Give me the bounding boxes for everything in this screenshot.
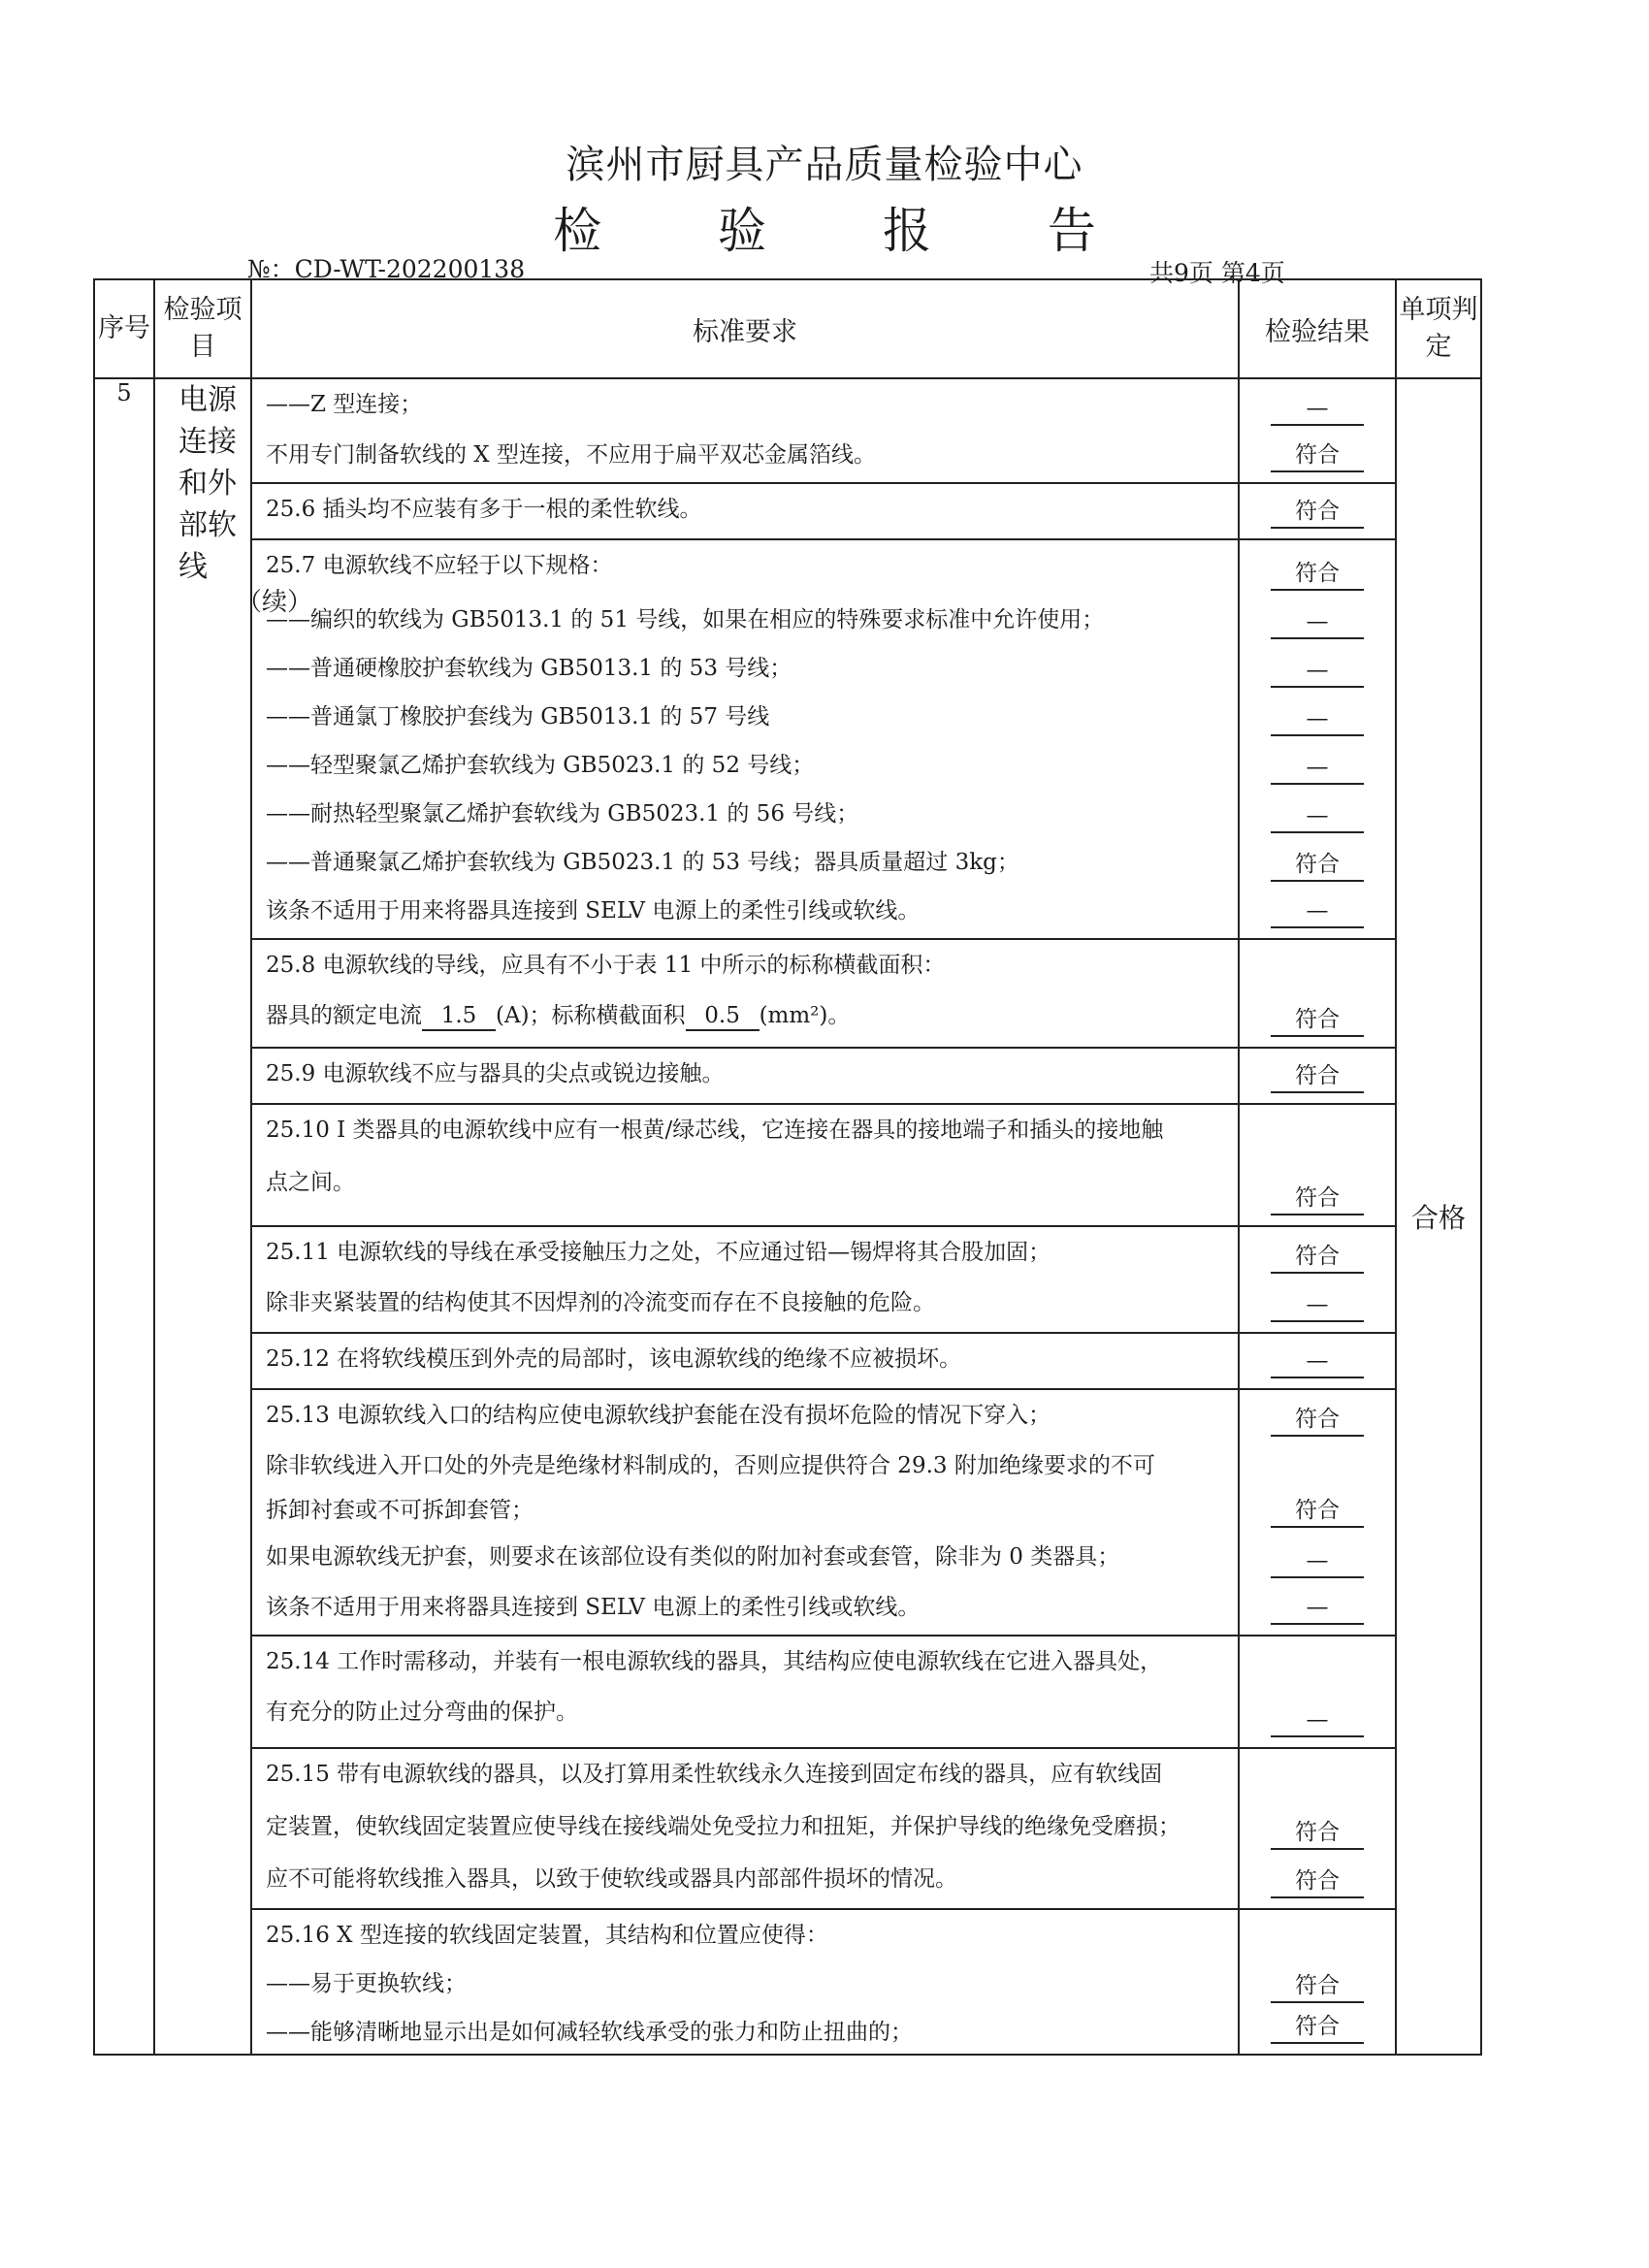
standard-line: ——编织的软线为 GB5013.1 的 51 号线，如果在相应的特殊要求标准中允许使用； <box>266 607 1105 632</box>
result-mark: — <box>1271 1547 1364 1578</box>
standard-line: 25.13 电源软线入口的结构应使电源软线护套能在没有损坏危险的情况下穿入； <box>266 1403 1051 1428</box>
result-slot <box>1240 484 1395 533</box>
standard-line: 25.8 电源软线的导线，应具有不小于表 11 中所示的标称横截面积： <box>266 953 946 978</box>
formula-text: (A)；标称横截面积 <box>496 1003 686 1028</box>
item-char: 软 <box>208 508 237 542</box>
standard-line: 如果电源软线无护套，则要求在该部位设有类似的附加衬套或套管，除非为 0 类器具； <box>266 1544 1120 1570</box>
standard-cell <box>251 539 1239 939</box>
result-mark: — <box>1271 1706 1364 1737</box>
standard-line: 25.11 电源软线的导线在承受接触压力之处，不应通过铅—锡焊将其合股加固； <box>266 1240 1051 1265</box>
result-mark: — <box>1271 608 1364 639</box>
result-slot <box>1240 740 1395 789</box>
item-char: 接 <box>208 425 237 459</box>
table-row <box>94 1389 1481 1636</box>
header-item: 检验项目 <box>154 279 251 378</box>
result-mark: — <box>1271 657 1364 688</box>
result-mark: — <box>1271 1594 1364 1625</box>
result-slot <box>1240 595 1395 643</box>
table-row <box>94 1909 1481 2055</box>
result-mark: 符合 <box>1271 1062 1364 1093</box>
result-mark: — <box>1271 1291 1364 1322</box>
result-slot <box>1240 1582 1395 1629</box>
standard-line: ——易于更换软线； <box>266 1971 467 1996</box>
item-char: 和 <box>178 467 208 501</box>
header-seq: 序号 <box>94 279 154 378</box>
page-info: 共9页 第4页 <box>1149 259 1285 287</box>
result-slot <box>1240 1049 1395 1097</box>
standard-cell <box>251 939 1239 1048</box>
result-slot <box>1240 1801 1395 1854</box>
standard-line: ——普通聚氯乙烯护套软线为 GB5023.1 的 53 号线；器具质量超过 3kg； <box>266 850 1019 875</box>
formula-line <box>252 990 1238 1041</box>
standard-line: 除非夹紧装置的结构使其不因焊剂的冷流变而存在不良接触的危险。 <box>266 1290 935 1315</box>
table-row <box>94 1048 1481 1104</box>
standard-line: ——普通氯丁橡胶护套线为 GB5013.1 的 57 号线 <box>266 704 770 729</box>
result-slot <box>1240 430 1395 476</box>
verdict-cell: 合格 <box>1396 378 1481 2055</box>
result-cell <box>1239 1048 1396 1104</box>
standard-line: 25.16 X 型连接的软线固定装置，其结构和位置应使得： <box>266 1923 828 1948</box>
header-result: 检验结果 <box>1239 279 1396 378</box>
result-slot <box>1240 1959 1395 2007</box>
result-slot <box>1240 643 1395 692</box>
standard-line: 25.12 在将软线模压到外壳的局部时，该电源软线的绝缘不应被损坏。 <box>266 1346 962 1372</box>
result-mark: — <box>1271 395 1364 426</box>
result-slot <box>1240 1390 1395 1441</box>
result-slot <box>1240 1636 1395 1687</box>
result-slot <box>1240 1485 1395 1532</box>
item-char: 电 <box>178 383 208 417</box>
result-slot <box>1240 1105 1395 1157</box>
standard-line: ——Z 型连接； <box>266 392 423 417</box>
result-slot <box>1240 1278 1395 1326</box>
result-mark: — <box>1271 802 1364 833</box>
rated-current: 1.5 <box>422 1002 496 1031</box>
table-row <box>94 483 1481 539</box>
standard-line: 25.6 插头均不应装有多于一根的柔性软线。 <box>266 497 702 522</box>
result-mark: — <box>1271 754 1364 785</box>
item-continued: （续） <box>237 588 313 617</box>
item-char: 外 <box>208 467 237 501</box>
result-mark: 符合 <box>1271 441 1364 472</box>
standard-cell <box>251 378 1239 483</box>
result-slot <box>1240 837 1395 886</box>
header-verdict: 单项判定 <box>1396 279 1481 378</box>
standard-line: 拆卸衬套或不可拆卸套管； <box>266 1498 534 1523</box>
result-slot <box>1240 1749 1395 1801</box>
item-char: 源 <box>208 383 237 417</box>
item-line <box>155 421 250 463</box>
result-slot <box>1240 2007 1395 2048</box>
table-row <box>94 939 1481 1048</box>
result-cell <box>1239 1333 1396 1389</box>
item-char: 部 <box>178 508 208 542</box>
result-slot <box>1240 1910 1395 1959</box>
result-slot <box>1240 1157 1395 1219</box>
org-name: 滨州市厨具产品质量检验中心 <box>566 143 1083 187</box>
standard-line: 25.10 I 类器具的电源软线中应有一根黄/绿芯线，它连接在器具的接地端子和插头的接地触 <box>266 1118 1164 1143</box>
header-standard: 标准要求 <box>251 279 1239 378</box>
result-cell <box>1239 1226 1396 1333</box>
seq-cell: 5 <box>94 378 154 2055</box>
standard-line: 25.7 电源软线不应轻于以下规格： <box>266 553 613 578</box>
standard-cell <box>251 1389 1239 1636</box>
report-title: 检 验 报 告 <box>553 203 1147 259</box>
result-mark: 符合 <box>1271 498 1364 529</box>
standard-line: ——普通硬橡胶护套软线为 GB5013.1 的 53 号线； <box>266 656 792 681</box>
table-row <box>94 1333 1481 1389</box>
result-cell <box>1239 1636 1396 1748</box>
result-cell <box>1239 378 1396 483</box>
item-line <box>155 379 250 421</box>
result-mark: 符合 <box>1271 851 1364 882</box>
result-slot <box>1240 886 1395 932</box>
inspection-table <box>93 278 1482 2056</box>
standard-cell <box>251 1104 1239 1226</box>
table-row <box>94 1636 1481 1748</box>
table-body <box>94 378 1481 2055</box>
standard-line: 有充分的防止过分弯曲的保护。 <box>266 1700 578 1725</box>
result-mark: 符合 <box>1271 1819 1364 1850</box>
standard-cell <box>251 1226 1239 1333</box>
item-line <box>155 504 250 546</box>
cross-section-area: 0.5 <box>686 1002 760 1031</box>
result-mark: 符合 <box>1271 1006 1364 1037</box>
table-row <box>94 378 1481 483</box>
result-slot <box>1240 692 1395 740</box>
standard-cell <box>251 1748 1239 1909</box>
table-row <box>94 1104 1481 1226</box>
formula-text: (mm²)。 <box>759 1003 851 1028</box>
result-mark: 符合 <box>1271 1497 1364 1528</box>
result-mark: 符合 <box>1271 1972 1364 2003</box>
result-cell <box>1239 483 1396 539</box>
standard-line: 应不可能将软线推入器具，以致于使软线或器具内部部件损坏的情况。 <box>266 1866 957 1892</box>
result-mark: — <box>1271 1347 1364 1378</box>
result-slot <box>1240 1441 1395 1485</box>
result-slot <box>1240 540 1395 595</box>
table-row <box>94 1226 1481 1333</box>
result-slot <box>1240 1227 1395 1278</box>
result-slot <box>1240 1532 1395 1582</box>
result-slot <box>1240 1854 1395 1902</box>
result-slot <box>1240 940 1395 990</box>
formula-text: 器具的额定电流 <box>266 1003 422 1028</box>
result-cell <box>1239 1748 1396 1909</box>
standard-line: 点之间。 <box>266 1170 355 1195</box>
standard-line: ——能够清晰地显示出是如何减轻软线承受的张力和防止扭曲的； <box>266 2020 913 2045</box>
result-slot <box>1240 379 1395 430</box>
result-cell <box>1239 939 1396 1048</box>
item-char: 线 <box>178 550 208 584</box>
result-mark: 符合 <box>1271 1184 1364 1215</box>
item-line <box>155 463 250 504</box>
result-slot <box>1240 789 1395 837</box>
result-slot <box>1240 1334 1395 1382</box>
result-slot <box>1240 990 1395 1041</box>
standard-cell <box>251 483 1239 539</box>
result-mark: 符合 <box>1271 1243 1364 1274</box>
result-cell <box>1239 1909 1396 2055</box>
standard-cell <box>251 1909 1239 2055</box>
item-char: 连 <box>178 425 208 459</box>
result-mark: 符合 <box>1271 1406 1364 1437</box>
result-mark: 符合 <box>1271 560 1364 591</box>
standard-line: 该条不适用于用来将器具连接到 SELV 电源上的柔性引线或软线。 <box>266 898 921 923</box>
standard-cell <box>251 1636 1239 1748</box>
result-cell <box>1239 1389 1396 1636</box>
result-mark: 符合 <box>1271 1867 1364 1898</box>
document-number: №：CD-WT-202200138 <box>247 255 526 283</box>
standard-line: 该条不适用于用来将器具连接到 SELV 电源上的柔性引线或软线。 <box>266 1595 921 1620</box>
standard-line: ——耐热轻型聚氯乙烯护套软线为 GB5023.1 的 56 号线； <box>266 801 859 826</box>
result-cell <box>1239 1104 1396 1226</box>
standard-line: 25.9 电源软线不应与器具的尖点或锐边接触。 <box>266 1061 725 1086</box>
standard-line: 定装置，使软线固定装置应使导线在接线端处免受拉力和扭矩，并保护导线的绝缘免受磨损； <box>266 1814 1180 1839</box>
result-mark: — <box>1271 897 1364 928</box>
standard-line: 25.14 工作时需移动，并装有一根电源软线的器具，其结构应使电源软线在它进入器具处， <box>266 1649 1163 1674</box>
standard-line: 不用专门制备软线的 X 型连接，不应用于扁平双芯金属箔线。 <box>266 442 876 468</box>
item-line <box>155 546 250 588</box>
standard-line: ——轻型聚氯乙烯护套软线为 GB5023.1 的 52 号线； <box>266 753 815 778</box>
standard-line: 25.15 带有电源软线的器具，以及打算用柔性软线永久连接到固定布线的器具，应有软线固 <box>266 1762 1163 1787</box>
result-cell <box>1239 539 1396 939</box>
standard-cell <box>251 1048 1239 1104</box>
result-slot <box>1240 1687 1395 1741</box>
result-mark: 符合 <box>1271 2013 1364 2044</box>
result-mark: — <box>1271 705 1364 736</box>
standard-cell <box>251 1333 1239 1389</box>
standard-line: 除非软线进入开口处的外壳是绝缘材料制成的，否则应提供符合 29.3 附加绝缘要求的不可 <box>266 1453 1155 1478</box>
table-row <box>94 1748 1481 1909</box>
